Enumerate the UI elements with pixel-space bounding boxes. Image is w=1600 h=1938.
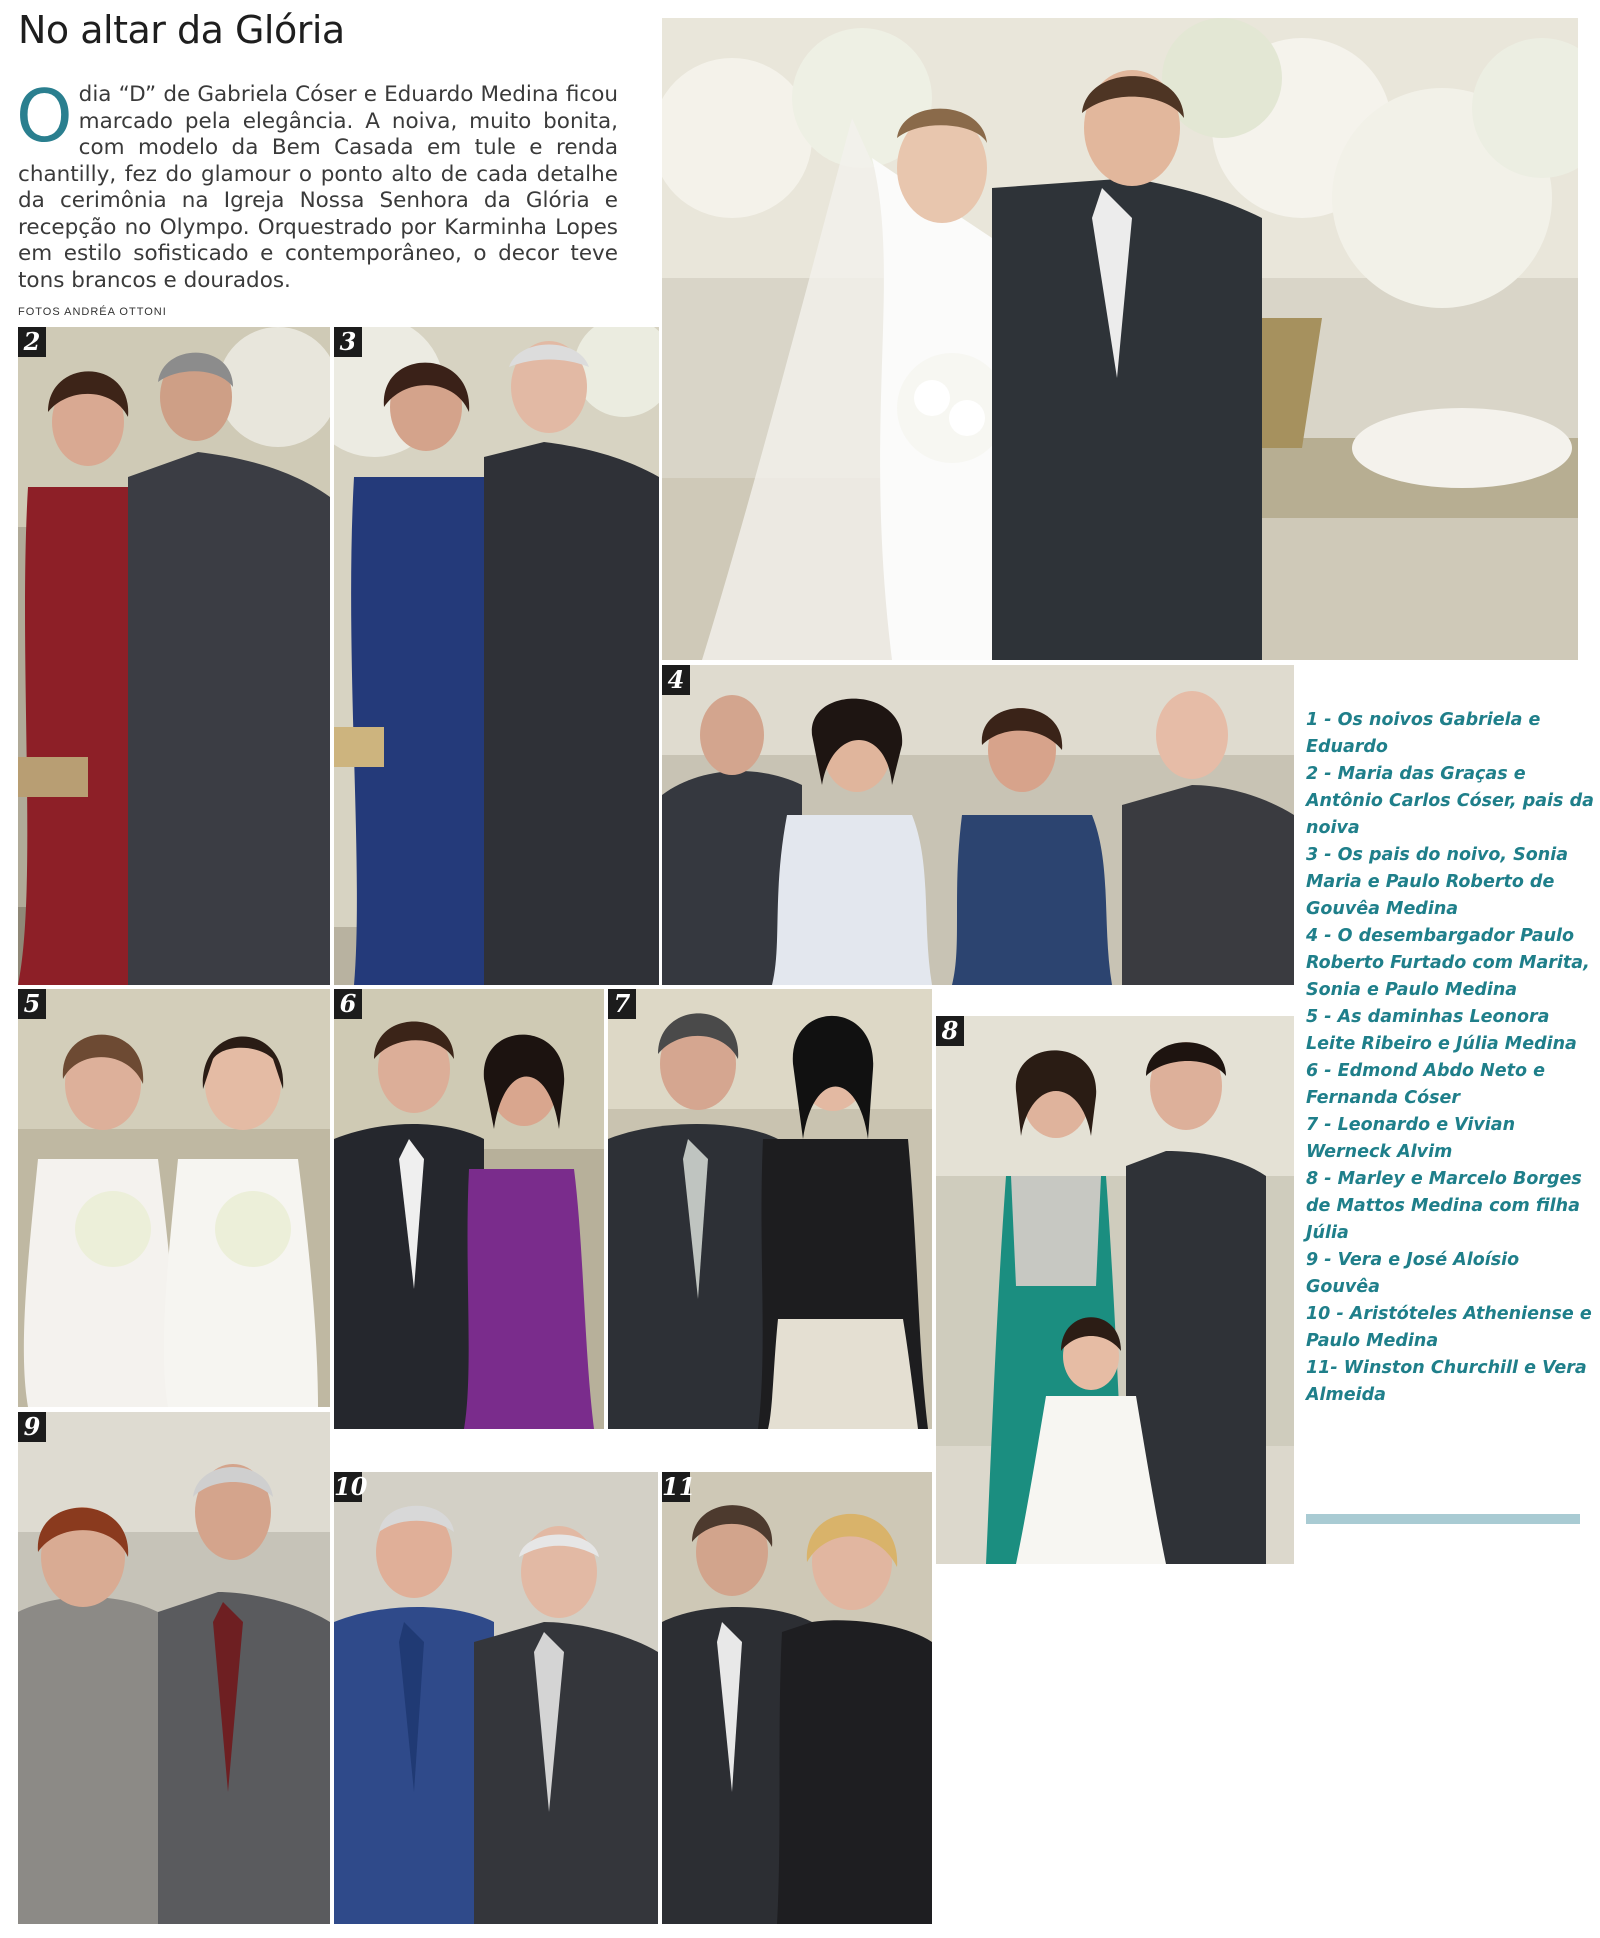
photo-number-label: 4: [662, 665, 690, 695]
photo-3: [334, 327, 659, 985]
photo-2: [18, 327, 330, 985]
photo-number-label: 7: [608, 989, 636, 1019]
drop-cap: O: [16, 74, 73, 158]
photo-1-couple: [662, 18, 1578, 660]
caption-item: 11- Winston Churchill e Vera Almeida: [1306, 1358, 1587, 1405]
caption-item: 2 - Maria das Graças e Antônio Carlos Cóser, pais da noiva: [1306, 764, 1594, 838]
photo-9: [18, 1412, 330, 1924]
caption-item: 7 - Leonardo e Vivian Werneck Alvim: [1306, 1115, 1516, 1162]
photo-number-label: 11: [662, 1472, 696, 1501]
photo-5: [18, 989, 330, 1407]
photo-number-label: 2: [18, 327, 46, 357]
caption-item: 1 - Os noivos Gabriela e Eduardo: [1306, 710, 1541, 757]
photo-6: [334, 989, 604, 1429]
photo-number-label: 9: [18, 1412, 46, 1442]
caption-item: 3 - Os pais do noivo, Sonia Maria e Paulo Roberto de Gouvêa Medina: [1306, 845, 1569, 919]
photo-10: [334, 1472, 658, 1924]
photo-4: [662, 665, 1294, 985]
caption-rule: [1306, 1514, 1580, 1524]
caption-item: 10 - Aristóteles Atheniense e Paulo Medina: [1306, 1304, 1592, 1351]
caption-item: 8 - Marley e Marcelo Borges de Mattos Medina com filha Júlia: [1306, 1169, 1582, 1243]
photo-8: [936, 1016, 1294, 1564]
photo-number-label: 10: [334, 1472, 368, 1501]
lede-text: dia “D” de Gabriela Cóser e Eduardo Medina ficou marcado pela elegância. A noiva, muito bonita, com modelo da Bem Casada em tule e renda chantilly, fez do glamour o ponto alto de cada detalhe da cerimônia na Igreja Nossa Senhora da Glória e recepção no Olympo. Orquestrado por Karminha Lopes em estilo sofisticado e contemporâneo, o decor teve tons brancos e dourados.: [18, 82, 618, 293]
lede-paragraph: [16, 74, 618, 294]
photo-11: [662, 1472, 932, 1924]
photo-7: [608, 989, 932, 1429]
headline: No altar da Glória: [18, 8, 345, 52]
caption-item: 5 - As daminhas Leonora Leite Ribeiro e Júlia Medina: [1306, 1007, 1577, 1054]
caption-item: 9 - Vera e José Aloísio Gouvêa: [1306, 1250, 1520, 1297]
photo-number-label: 3: [334, 327, 362, 357]
photo-number-label: 8: [936, 1016, 964, 1046]
photo-credit: FOTOS ANDRÉA OTTONI: [18, 306, 167, 318]
caption-item: 4 - O desembargador Paulo Roberto Furtado com Marita, Sonia e Paulo Medina: [1306, 926, 1590, 1000]
caption-list: [1306, 707, 1596, 1409]
photo-number-label: 6: [334, 989, 362, 1019]
caption-item: 6 - Edmond Abdo Neto e Fernanda Cóser: [1306, 1061, 1546, 1108]
photo-number-label: 5: [18, 989, 46, 1019]
